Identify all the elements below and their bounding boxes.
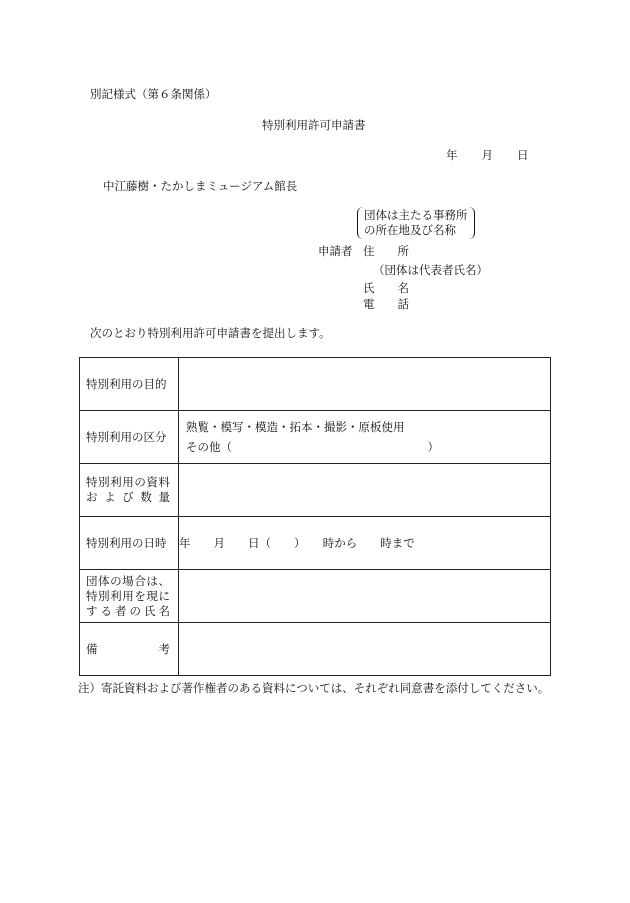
purpose-label: 特別利用の目的 bbox=[80, 358, 179, 411]
remarks-field[interactable] bbox=[179, 623, 551, 676]
group-label-line-3: する者の氏名 bbox=[86, 603, 170, 618]
applicant-name-label: 氏 名 bbox=[363, 281, 409, 295]
applicant-label: 申請者 bbox=[318, 244, 353, 258]
intro-text: 次のとおり特別利用許可申請書を提出します。 bbox=[90, 326, 331, 340]
application-table bbox=[79, 357, 551, 676]
table-row-datetime bbox=[80, 517, 551, 570]
applicant-phone-label: 電 話 bbox=[363, 297, 409, 311]
category-field[interactable] bbox=[179, 411, 551, 464]
date-day: 日 bbox=[517, 148, 529, 162]
materials-field[interactable] bbox=[179, 464, 551, 517]
applicant-representative-note: （団体は代表者氏名） bbox=[373, 263, 488, 277]
datetime-field[interactable]: 年 月 日（ ） 時から 時まで bbox=[179, 517, 551, 570]
group-label bbox=[80, 570, 179, 623]
org-note bbox=[357, 207, 475, 239]
category-label: 特別利用の区分 bbox=[80, 411, 179, 464]
category-options: 熟覧・模写・模造・拓本・撮影・原板使用 bbox=[186, 420, 405, 434]
group-field[interactable] bbox=[179, 570, 551, 623]
date-year: 年 bbox=[446, 148, 458, 162]
form-label: 別記様式（第６条関係） bbox=[90, 87, 217, 101]
date-month: 月 bbox=[481, 148, 493, 162]
table-row-group bbox=[80, 570, 551, 623]
purpose-field[interactable] bbox=[179, 358, 551, 411]
date-line bbox=[446, 150, 529, 162]
remarks-label bbox=[80, 623, 179, 676]
materials-label-line-2: および数量 bbox=[86, 490, 170, 504]
document-title: 特別利用許可申請書 bbox=[262, 118, 366, 132]
org-note-line-1: 団体は主たる事務所 bbox=[364, 208, 468, 222]
table-row-category bbox=[80, 411, 551, 464]
category-other: その他（ ） bbox=[186, 440, 439, 454]
group-label-line-1: 団体の場合は、 bbox=[86, 573, 170, 588]
applicant-address-label: 住 所 bbox=[363, 244, 409, 258]
org-note-line-2: の所在地及び名称 bbox=[364, 223, 456, 237]
addressee: 中江藤樹・たかしまミュージアム館長 bbox=[103, 179, 298, 193]
remarks-label-text: 備考 bbox=[86, 641, 170, 656]
materials-label-line-1: 特別利用の資料 bbox=[86, 475, 170, 489]
group-label-line-2: 特別利用を現に bbox=[86, 588, 170, 603]
table-row-remarks bbox=[80, 623, 551, 676]
table-row-materials bbox=[80, 464, 551, 517]
table-row-purpose bbox=[80, 358, 551, 411]
materials-label bbox=[80, 464, 179, 517]
footnote: 注）寄託資料および著作権者のある資料については、それぞれ同意書を添付してください。 bbox=[78, 681, 550, 695]
datetime-label: 特別利用の日時 bbox=[80, 517, 179, 570]
